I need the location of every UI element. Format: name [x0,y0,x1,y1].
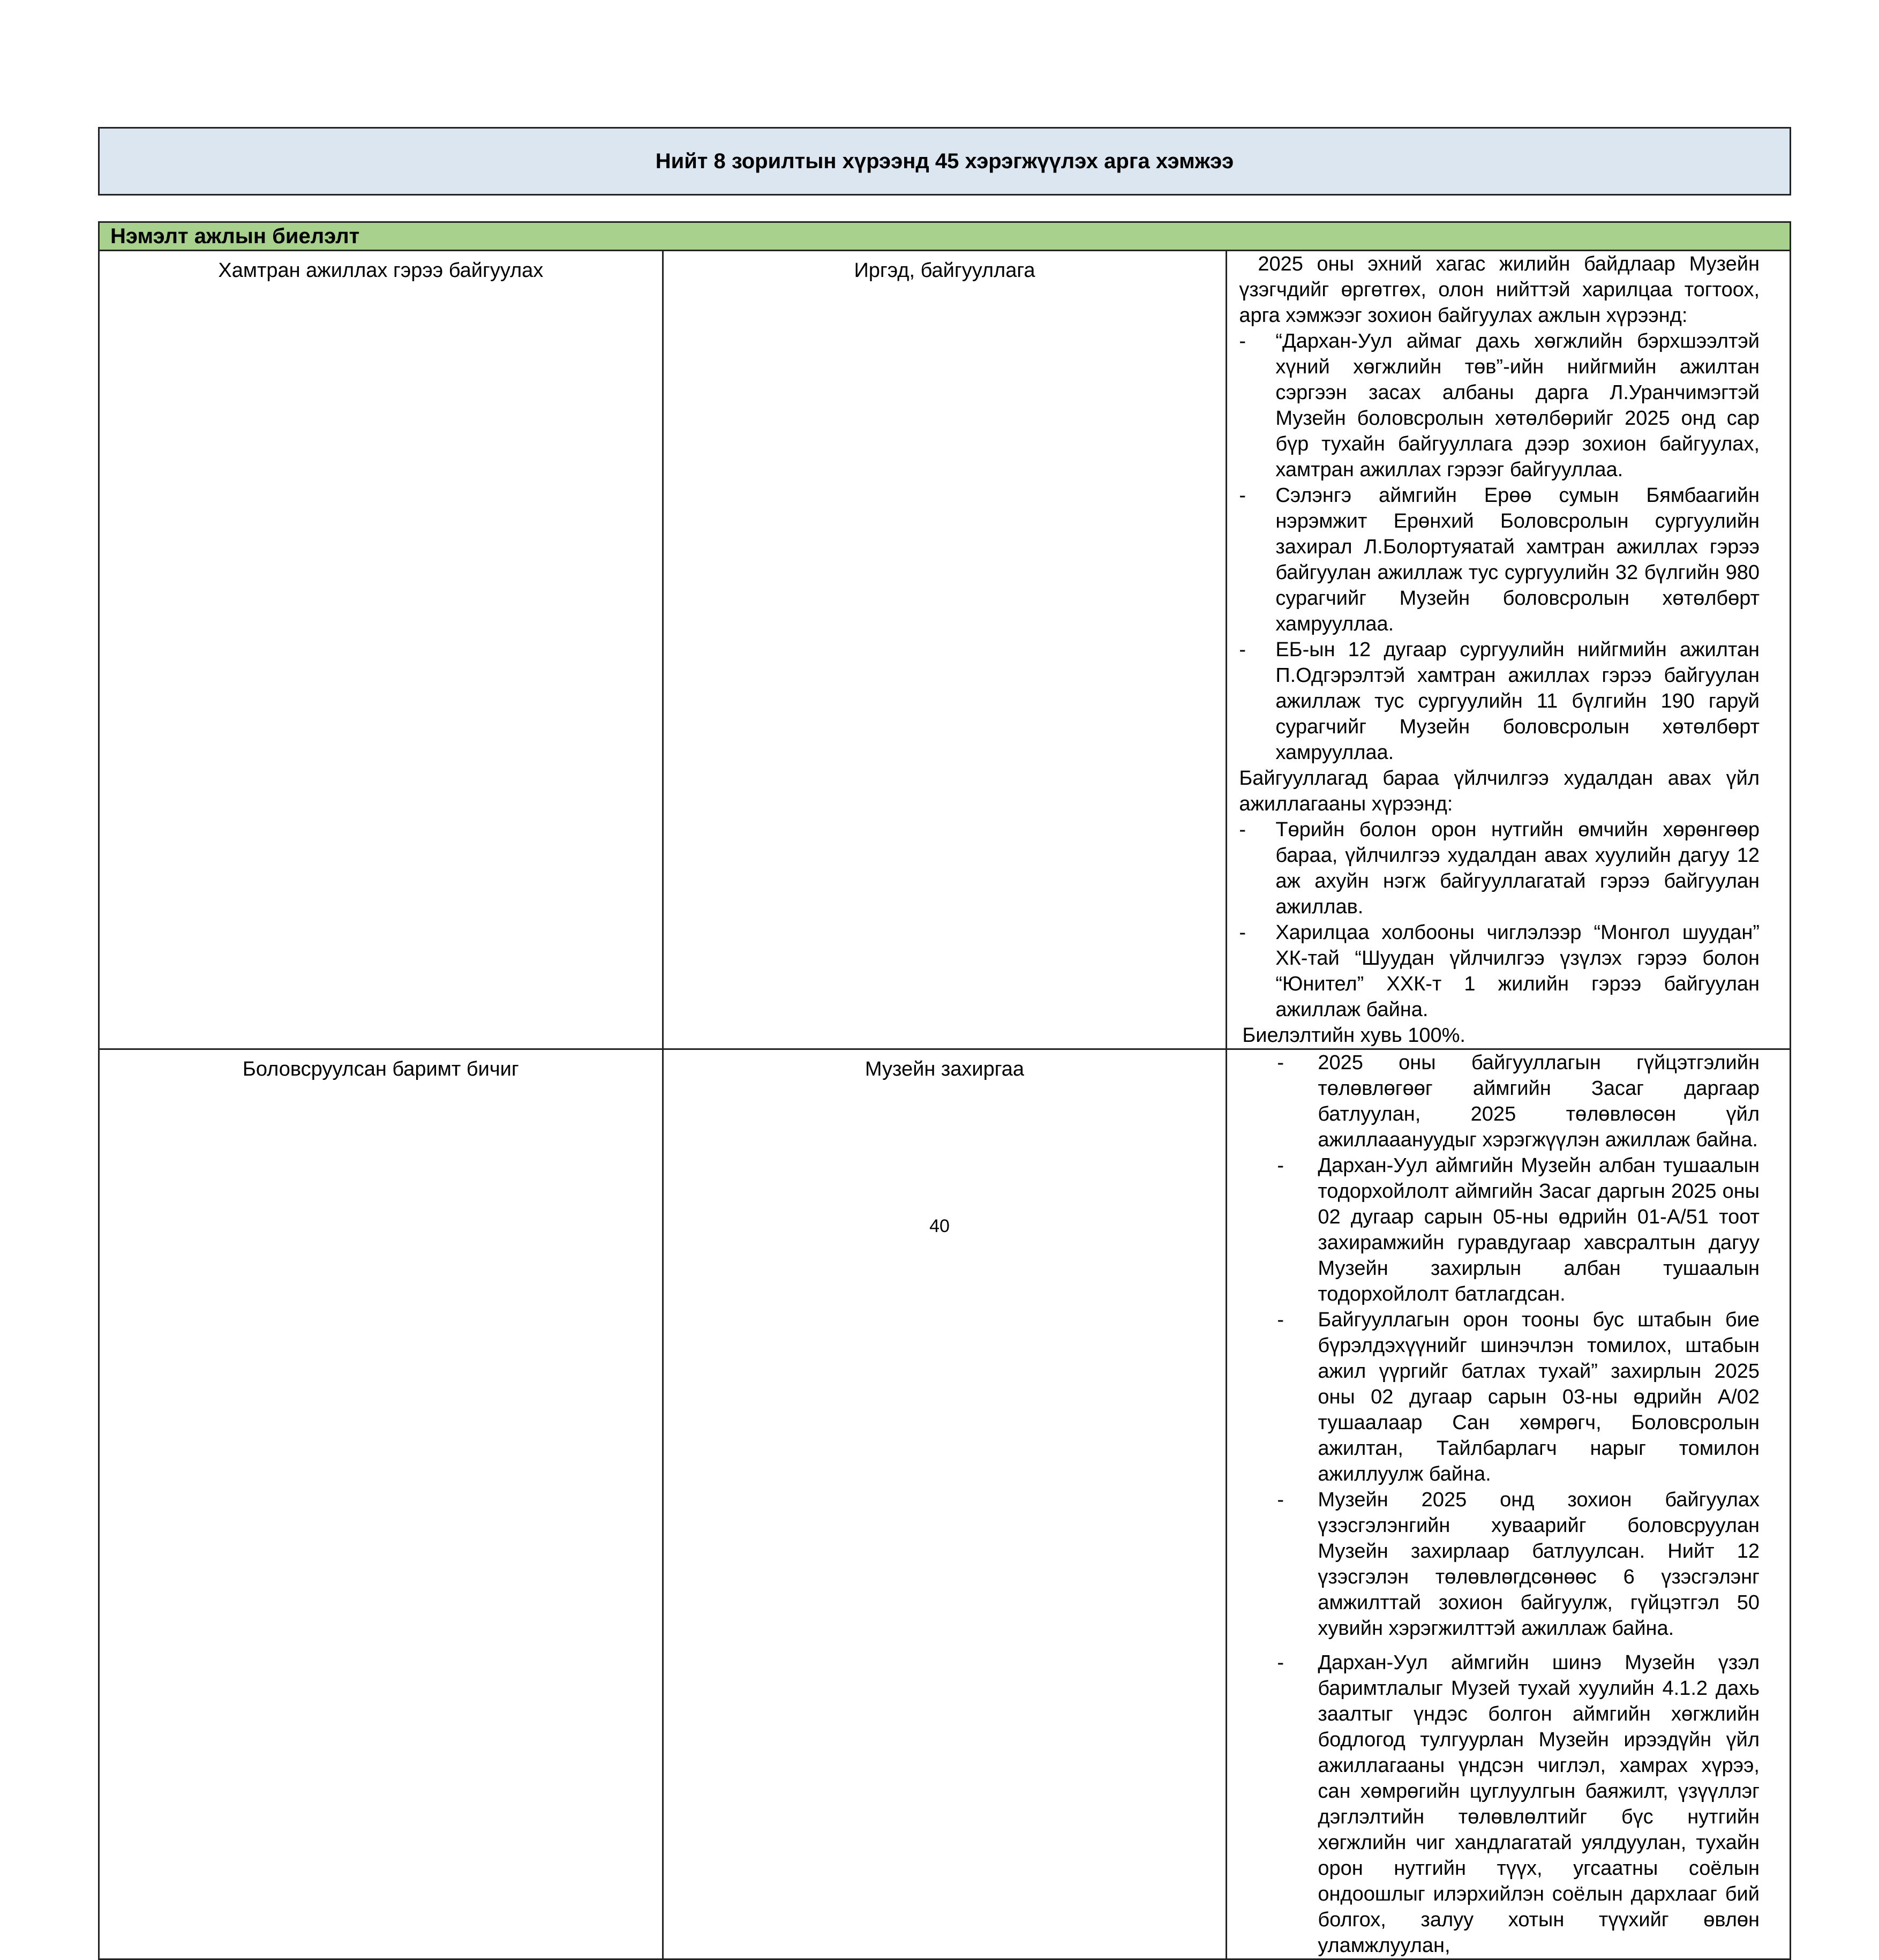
bullet-dash: - [1239,921,1246,944]
report-table [98,221,1791,1960]
list-item-text: Музейн 2025 онд зохион байгуулах үзэсгэлэнгийн хуваарийг боловсруулан Музейн захирлаар батлуулсан. Нийт 12 үзэсгэлэн төлөвлөгдсөнөөс 6 үзэсгэлэнг амжилттай зохион байгуулж, гүйцэтгэл 50 хувийн хэрэгжилттэй ажиллаж байна. [1318,1489,1760,1640]
activity-cell: Хамтран ажиллах гэрээ байгуулах [99,251,663,1049]
bullet-list-2 [1239,817,1760,1023]
bullet-dash: - [1277,1052,1284,1074]
bullet-dash: - [1277,1489,1284,1511]
list-item [1239,920,1760,1023]
list-item [1277,1050,1760,1153]
bullet-list [1239,328,1760,765]
bullet-list [1277,1050,1760,1958]
page-number: 40 [929,1216,950,1236]
bullet-dash: - [1239,484,1246,507]
bullet-dash: - [1277,1651,1284,1674]
responsible-cell: Музейн захиргаа [663,1049,1227,1959]
bullet-dash: - [1239,330,1246,352]
result-text: Биелэлтийн хувь 100%. [1242,1024,1465,1047]
bullet-dash: - [1239,639,1246,661]
bullet-dash: - [1239,818,1246,841]
page-title: Нийт 8 зорилтын хүрээнд 45 хэрэгжүүлэх арга хэмжээ [98,127,1791,196]
list-item [1277,1650,1760,1958]
list-item-text: “Дархан-Уул аймаг дахь хөгжлийн бэрхшээлтэй хүний хөгжлийн төв”-ийн нийгмийн ажилтан сэргээн засах албаны дарга Л.Уранчимэгтэй Музейн боловсролын хөтөлбөрийг 2025 онд сар бүр тухайн байгууллага дээр зохион байгуулах, хамтран ажиллах гэрээг байгууллаа. [1275,330,1760,481]
bullet-dash: - [1277,1309,1284,1331]
list-item-text: Байгууллагын орон тооны бус штабын бие бүрэлдэхүүнийг шинэчлэн томилох, штабын ажил үүргийг батлах тухай” захирлын 2025 оны 02 дугаар сарын 03-ны өдрийн А/02 тушаалаар Сан хөмрөгч, Боловсролын ажилтан, Тайлбарлагч нарыг томилон ажиллуулж байна. [1318,1309,1760,1485]
result-cell [1227,251,1791,1049]
section-header: Нэмэлт ажлын биелэлт [99,222,1791,251]
result-cell [1227,1049,1791,1959]
table-row [99,251,1791,1049]
list-item-text: Харилцаа холбооны чиглэлээр “Монгол шуудан” ХК-тай “Шуудан үйлчилгээ үзүлэх гэрээ болон “Юнител” ХХК-т 1 жилийн гэрээ байгуулан ажиллаж байна. [1275,921,1760,1021]
list-item-text: Дархан-Уул аймгийн Музейн албан тушаалын тодорхойлолт аймгийн Засаг даргын 2025 оны 02 дугаар сарын 05-ны өдрийн 01-А/51 тоот захирамжийн гуравдугаар хавсралтын дагуу Музейн захирлын албан тушаалын тодорхойлолт батлагдсан. [1318,1154,1760,1305]
list-item [1239,817,1760,920]
list-item [1239,483,1760,637]
list-item-text: 2025 оны байгууллагын гүйцэтгэлийн төлөвлөгөөг аймгийн Засаг даргаар батлуулан, 2025 төлөвлөсөн үйл ажиллаaануудыг хэрэгжүүлэн ажиллаж байна. [1318,1052,1760,1151]
list-item-text: Сэлэнгэ аймгийн Ерөө сумын Бямбаагийн нэрэмжит Ерөнхий Боловсролын сургуулийн захирал Л.Болортуяатай хамтран ажиллах гэрээ байгуулан ажиллаж тус сургуулийн 32 бүлгийн 980 сурагчийг Музейн боловсролын хөтөлбөрт хамрууллаа. [1275,484,1760,635]
table-row [99,1049,1791,1959]
list-item [1277,1307,1760,1487]
intro-text: 2025 оны эхний хагас жилийн байдлаар Музейн үзэгчдийг өргөтгөх, олон нийттэй харилцаа тогтоох, арга хэмжээг зохион байгуулах ажлын хүрээнд: [1239,253,1760,327]
responsible-cell: Иргэд, байгууллага [663,251,1227,1049]
activity-cell: Боловсруулсан баримт бичиг [99,1049,663,1959]
intro-text-2: Байгууллагад бараа үйлчилгээ худалдан авах үйл ажиллагааны хүрээнд: [1239,767,1760,815]
list-item-text: Дархан-Уул аймгийн шинэ Музейн үзэл баримтлалыг Музей тухай хуулийн 4.1.2 дахь заалтыг үндэс болгон аймгийн хөгжлийн бодлогод тулгуурлан Музейн ирээдүйн үйл ажиллагааны үндсэн чиглэл, хамрах хүрээ, сан хөмрөгийн цуглуулгын баяжилт, үзүүллэг дэглэлтийн төлөвлөлтийг бүс нутгийн хөгжлийн чиг хандлагатай уялдуулан, тухайн орон нутгийн түүх, угсаатны соёлын ондоошлыг илэрхийлэн соёлын дархлааг бий болгох, залуу хотын түүхийг өвлөн уламжлуулан, [1318,1651,1760,1957]
list-item [1239,328,1760,483]
list-item [1277,1487,1760,1641]
list-item [1239,637,1760,765]
list-item-text: Төрийн болон орон нутгийн өмчийн хөрөнгөөр бараа, үйлчилгээ худалдан авах хуулийн дагуу 12 аж ахуйн нэгж байгууллагатай гэрээ байгуулан ажиллав. [1275,818,1760,918]
bullet-dash: - [1277,1154,1284,1177]
section-header-row [99,222,1791,251]
list-item-text: ЕБ-ын 12 дугаар сургуулийн нийгмийн ажилтан П.Одгэрэлтэй хамтран ажиллах гэрээ байгуулан ажиллаж тус сургуулийн 11 бүлгийн 190 гаруй сурагчийг Музейн боловсролын хөтөлбөрт хамрууллаа. [1275,639,1760,764]
